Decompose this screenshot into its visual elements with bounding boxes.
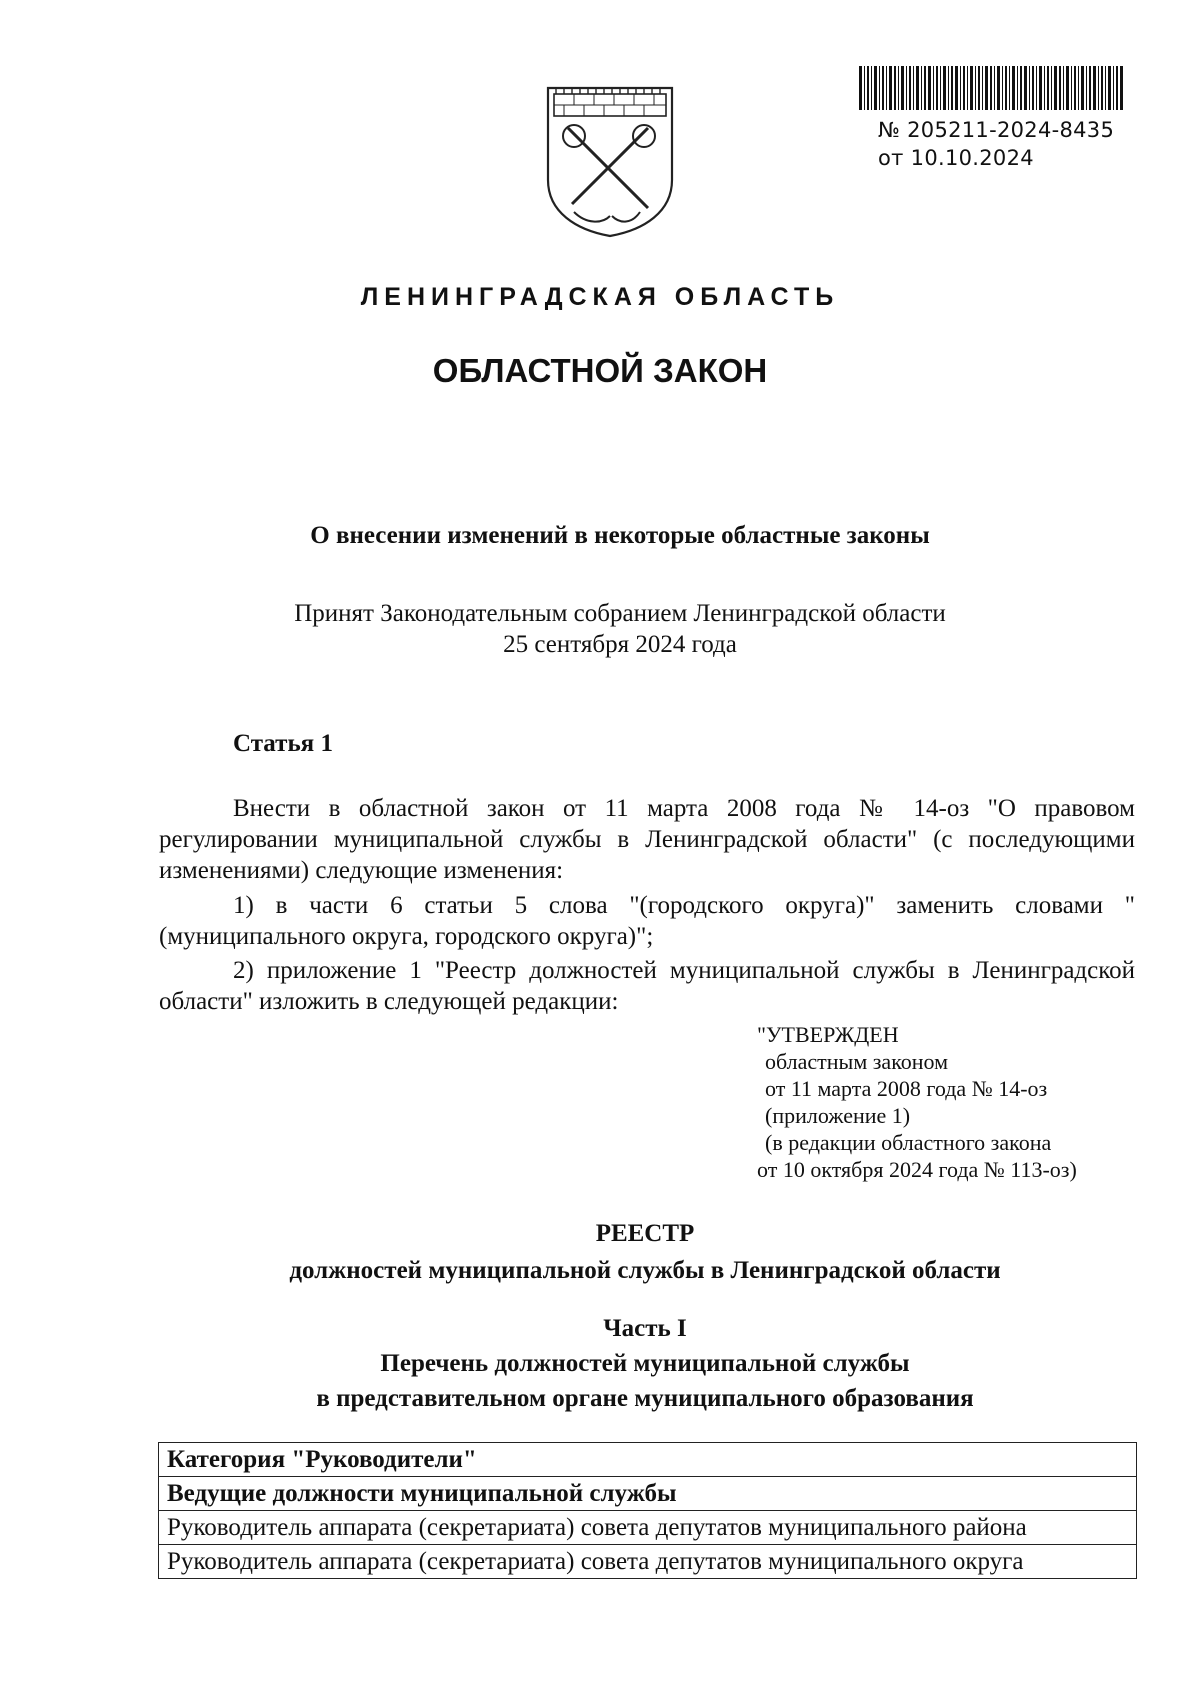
part-subtitle: в представительном органе муниципального образования xyxy=(316,1385,974,1412)
paragraph-intro: Внести в областной закон от 11 марта 2008 года № 14-оз "О правовом регулировании муниципальной службы в Ленинградской области" (с последующими изменениями) следующие изменения: xyxy=(159,795,1135,884)
adoption-note-line: Принят Законодательным собранием Ленинградской области xyxy=(294,600,946,627)
paragraph-item-2: 2) приложение 1 "Реестр должностей муниципальной службы в Ленинградской области" изложить в следующей редакции: xyxy=(159,957,1135,1015)
category-cell: Категория "Руководители" xyxy=(159,1443,1137,1477)
table-row xyxy=(159,1477,1137,1511)
approval-line: (приложение 1) xyxy=(765,1103,911,1128)
approval-line: (в редакции областного закона xyxy=(765,1130,1052,1155)
paragraph-item-1: 1) в части 6 статьи 5 слова "(городского округа)" заменить словами "(муниципального округа, городского округа)"; xyxy=(159,892,1135,950)
approval-line: от 11 марта 2008 года № 14-оз xyxy=(765,1076,1048,1101)
approval-line: областным законом xyxy=(765,1049,949,1074)
registry-title: РЕЕСТР xyxy=(595,1220,695,1247)
coat-of-arms-icon xyxy=(544,84,676,240)
barcode-icon xyxy=(859,66,1123,110)
group-cell: Ведущие должности муниципальной службы xyxy=(159,1477,1137,1511)
region-name: ЛЕНИНГРАДСКАЯ ОБЛАСТЬ xyxy=(360,283,840,311)
part-title: Часть I xyxy=(603,1315,687,1342)
law-title: О внесении изменений в некоторые областные законы xyxy=(310,522,930,549)
registration-number: № 205211-2024-8435 xyxy=(878,118,1115,142)
table-row xyxy=(159,1511,1137,1545)
part-subtitle: Перечень должностей муниципальной службы xyxy=(380,1350,910,1377)
article-heading: Статья 1 xyxy=(233,730,333,757)
table-row xyxy=(159,1443,1137,1477)
table-row xyxy=(159,1545,1137,1579)
approval-block xyxy=(757,1021,1077,1183)
approval-line: "УТВЕРЖДЕН xyxy=(757,1022,899,1047)
positions-table xyxy=(158,1442,1137,1579)
registry-subtitle: должностей муниципальной службы в Ленинградской области xyxy=(289,1257,1001,1284)
position-cell: Руководитель аппарата (секретариата) совета депутатов муниципального района xyxy=(159,1511,1137,1545)
registration-date: от 10.10.2024 xyxy=(878,146,1034,170)
document-type: ОБЛАСТНОЙ ЗАКОН xyxy=(432,352,768,389)
adoption-date: 25 сентября 2024 года xyxy=(503,631,737,658)
approval-line: от 10 октября 2024 года № 113-оз) xyxy=(757,1157,1077,1182)
position-cell: Руководитель аппарата (секретариата) совета депутатов муниципального округа xyxy=(159,1545,1137,1579)
adoption-note xyxy=(0,598,1200,660)
